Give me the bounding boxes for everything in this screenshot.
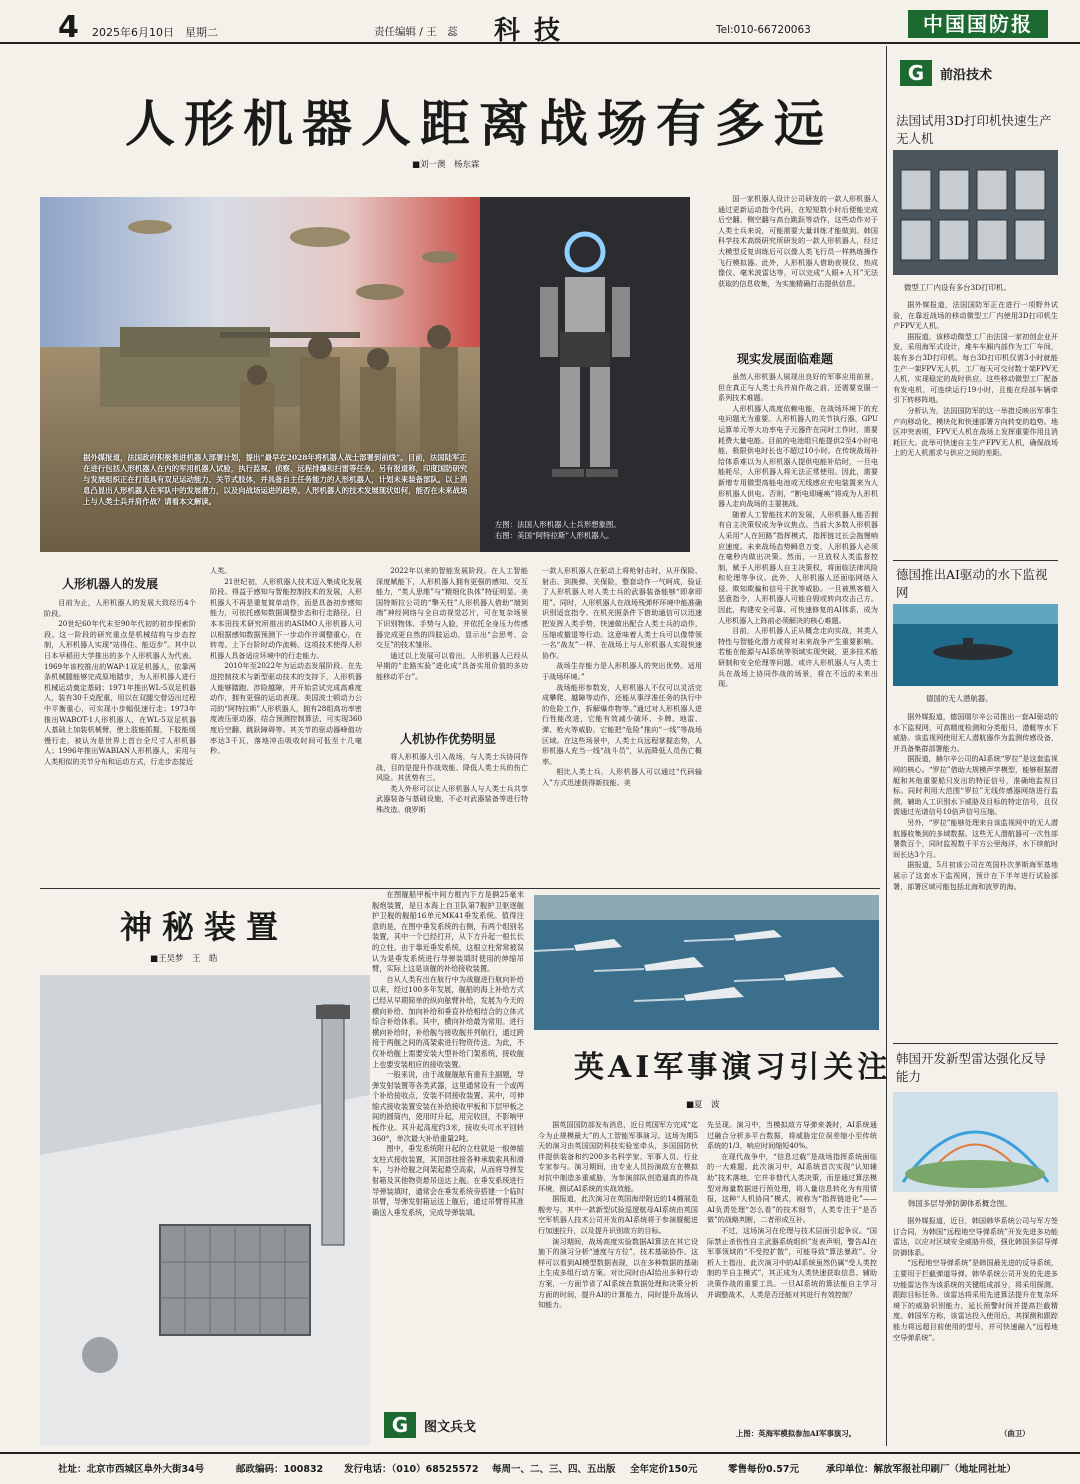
footer-schedule: 每周一、二、三、四、五出版	[492, 1464, 616, 1475]
missile-defense-image	[893, 1092, 1058, 1192]
footer-phone: 发行电话：（010）68525572	[344, 1464, 479, 1475]
underwater-drone-image	[893, 604, 1058, 686]
footer-address: 社址：北京市西城区阜外大街34号	[58, 1464, 205, 1475]
uk-col-2: 先呈现。演习中，当模拟敌方导弹来袭时，AI系统通过融合分析多平台数据，将威胁定位误差缩小至传统系统的1/3，响应时间缩短40%。 在现代战争中，“信息过载”是战场指挥系统面临的一大难题。此次演习中，AI系统首次实现“认知辅助”技术落地，它并非替代人类决策，而是通过算法模型对海量数据进行预处理，将人量信息转化为有用情报，这种“人机协同”模式，被称为“指挥链进化”——AI负责处理“怎么看”的技术细节，人类专注于“是否做”的战略判断，二者形成互补。 不过，这场演习在伦理与技术层面引起争议。“国际禁止杀伤性自主武器系统组织”发表声明，警告AI在军事领域的“不受控扩散”，可能导致“算法暴政”。分析人士指出，此次演习中的AI系统虽然仍属“受人类控制的半自主模式”，其正成为人类快速获取信息、辅助决策作战的重要工具。一旦AI系统的算法能自主学习并调整战术，人类是否还能对其进行有效控制？	[707, 1120, 877, 1299]
side-item-2-title: 德国推出AI驱动的水下监视网	[896, 567, 1048, 600]
column-logo-icon: G	[384, 1412, 416, 1438]
tel: Tel:010-66720063	[716, 24, 811, 36]
side-item-3-text: 据外媒报道，近日，韩国韩华系统公司与军方签订合同，为韩国“远程地空导弹系统”开发先进多功能雷达，以应对区域安全威胁升级，强化韩国多层导弹防御体系。 “远程地空导弹系统”是韩国最先进的反导系统，主要用于拦截弹道导弹。韩华系统公司开发的先进多功能雷达作为该系统的关键组成部分，将采用探测、跟踪目标任务。该雷达将采用先进算法提升在复杂环境下的威胁识别能力，延长预警时间并提高拦截精度。韩国军方称，该雷达投入使用后，其探测和跟踪能力将远超目前使用的型号，并可快速融入“远程地空导弹系统”。	[893, 1216, 1058, 1342]
masthead-logo: 中国国防报	[908, 10, 1048, 38]
side-item-2-text: 据外媒报道，德国瑞尔辛公司推出一套AI驱动的水下监视网，可高精度检测和分类船只、潜艇等水下威胁。该监视网使用无人潜航器作为监测传感设备，并具备集群部署能力。 据报道，赫尔辛公司的AI系统“罗拉”是这套监视网的核心。“罗拉”借助大规模声学模型，能够根据潜艇和其他重要船只发出的特征信号，准确地监视目标。同时利用大范围“罗拉”无线传感器网络进行监测，辅助人工识别水下威胁及目标的特定信号，且仅需通过光谱信号10倍声信号压缩。 另外，“罗拉”能够处理来自该监视网中的无人潜航器收集到的多域数据。这些无人潜航器可一次性部署数百个，同时监视数千平方公里海洋，水下续航时间长达3个月。 据报道，5月初该公司在英国朴次茅斯海军基地展示了这套水下监视网，预计在下半年进行试验部署，部署区域可能包括北海和波罗的海。	[893, 712, 1058, 891]
article-col-current: 虽然人形机器人展现出良好的军事应用前景，但在真正与人类士兵并肩作战之前，还需要克服一系列技术难题。 人形机器人高度依赖电能，在战场环境下的充电问题尤为重要。人形机器人的关节执行器、GPU运算单元等大功率电子元器件在同时工作时，需要耗费大量电能。目前的电池组只能提供2至4小时电能，极限供电时长也不超过10小时。在传统战场补给体系难以为人形机器人提供电能补给时，一旦电能耗尽，人形机器人将无法正常使用。因此，需要新增专用微型高能电池或无线感应充电装置来为人形机器人供电。否则，“断电即瘫痪”将成为人形机器人走向战场的主要挑战。 随着人工智能技术的发展，人形机器人能否拥有自主决策权成为争议焦点。当前大多数人形机器人采用“人在回路”指挥模式，指挥链过长会拖慢响应速度。未来战场态势瞬息万变，人形机器人必须在毫秒内做出决策。然而，一旦放权人类监督控制，赋予人形机器人自主决策权，将面临法律风险和伦理等争议。此外，人形机器人还面临网络入侵、欺知欺骗和信号干扰等威胁。一旦被黑客植入恶意指令，人形机器人可能自毁或转向攻击己方。因此，构建安全可靠、可快速修复的AI体系，成为人形机器人上阵前必须解决的核心难题。 目前，人形机器人正从概念走向实战，其类人特性与智能化潜力或将对未来战争产生重要影响。若能在能源与AI系统等领域实现突破，更多技术能研制和安全伦理等问题，或许人形机器人与人类士兵在战场上协同作战的场景，将在不远的未来出现。	[718, 372, 878, 689]
article-col-right-top: 国一家机器人设计公司研发的一款人形机器人通过更新运动指令代码，在短短数小时后便能完成后空翻、侧空翻与高台跳跃等动作，这些动作对于人类士兵来说，可能需要大量训练才能做到。韩国科学技术高级研究所研发的一款人形机器人，经过大模型反复训练后可以像人类飞行员一样熟练操作飞行模拟器。此外，人形机器人借助夜视仪、热成像仪、毫米波雷达等，可以完成“人眼+人耳”无法获取的信息收集，为实施精确打击提供信息。	[718, 194, 878, 288]
photo-caption	[495, 519, 685, 541]
sidebar-section-header	[900, 60, 992, 86]
side-divider-1	[893, 560, 1058, 561]
side-item-3-caption: 韩国多层导弹防御体系概念图。	[908, 1199, 1012, 1208]
side-item-3-title: 韩国开发新型雷达强化反导能力	[896, 1051, 1047, 1084]
column-logo-label: 图文兵戈	[424, 1419, 477, 1435]
article-col-dev-2: 人类。 21世纪初，人形机器人技术迈入集成化发展阶段。得益于感知与智能控制技术的发展，人形机器人不再是重复简单动作，而是具备初步感知能力，可依托感知数据调整步态和行走路径。日本本田技术研究所推出的ASIMO人形机器人可以根据感知数据预测下一步动作并调整重心，在转弯、上下台阶时动作流畅。这项技术使得人形机器人具备适应环境中的行走能力。 2010年至2022年为运动态发展阶段。在先进控制技术与新型驱动技术的支持下，人形机器人能够踏跑、涉险越障，并开始尝试完成高难度动作，拥有更强的运动表现。美国波士顿动力公司的“阿特拉斯”人形机器人，拥有28组高功率密度液压驱动器，结合预测控制算法，可实现360度后空翻、跳跃障碍等。其关节的驱动器峰值功率达3千瓦，落地冲击吸收时间可低至十几毫秒。	[210, 566, 362, 756]
footer-printer: 承印单位：解放军报社印刷厂（地址同社址）	[826, 1464, 1017, 1475]
photo-caption-left: 左图：法国人形机器人士兵形想象图。	[495, 520, 621, 529]
article-col-coop-2: 一款人形机器人在驱动上将枪射击时，从开保险、射击、到换弹、关保险，整套动作一气呵成，验证了人形机器人对人类士兵的武器装备能够“即拿即用”。同时，人形机器人在战场残弹杯环境中能准确识别适宜指令、在机光照条件下借助通信可以迅速把发挥人类手势，快速做出配合人类士兵的动作，压缩或撤退等行动。这意味着人类士兵可以像带领一名“战友”一样，在战场上与人形机器人实现快速协作。 战场生存能力是人形机器人的突出优势。适用于战场环境。” 战场能形参数发，人形机器人不仅可以灵活完成攀爬、越障等动作，还能从事浮准任务的执行中的危险工作，拆解爆炸物等。”通过对人形机器人进行性能改进，它能有效减少破坏、卡牌、地雷、弹、枪火等威胁，它能把“危险”推向“一线”等战场区域。在这些场景中，人类士兵远程掌握态势，人形机器人充当一线“战斗员”，从而降低人员伤亡概率。 相比人类士兵，人形机器人可以通过“代码输入”方式迅速获得新技能。美	[542, 566, 702, 787]
sidebar-logo-icon: G	[900, 60, 932, 86]
uk-byline: ■夏 波	[686, 1100, 720, 1110]
boats-photo	[534, 895, 879, 1030]
main-title: 人形机器人距离战场有多远	[125, 94, 833, 153]
subhead-cooperation: 人机协作优势明显	[400, 732, 497, 746]
side-item-1-text: 据外媒报道，法国国防军正在进行一项野外试验，在靠近战场的移动微型工厂内使用3D打印机生产FPV无人机。 据报道，该移动微型工厂由法国一家初创企业开发，采用海军式设计，堆车车厢内部作为工厂车间，装有多台3D打印机。每台3D打印机仅需3小时就能生产一架FPV无人机，工厂每天可交付数十架FPV无人机，实现稳定的战时供应。这些移动微型工厂配备有发电机，可连续运行19小时，且能在经部车辆牵引下转移阵地。 分析认为，法国国防军的这一举措反映出军事生产向移动化、模块化和快速部署方向转变的趋势。地区冲突表明，FPV无人机在战场上发挥重要作用且消耗巨大。此举可快速自主生产FPV无人机，确保战场上的无人机需求与供应之间的差距。	[893, 300, 1058, 458]
editor: 责任编辑 / 王 蕊	[374, 26, 458, 38]
equip-text: 在图舰船甲板中间方框内下方是俩25毫米舰炮装置，是日本海上自卫队第7舰护卫驱逐舰护卫舰的舰船16单元MK41垂发系统。值得注意的是，在图中垂发系统的右侧，有两个组别名装置，其中一个已经打开，从下方升起一根长长的立柱。由于靠近垂发系统，这根立柱常常被误认为是垂发系统进行导弹装填时使用的伸缩吊臂，实际上这是该舰的补给接收装置。 自从人类有出在航行中为战舰进行航向补给以来，经过100多年发展，舰船的海上补给方式已经从早期简单的纵向舷臂补给，发展为今天的横向补给、加向补给和垂直补给相结合的立体式综合补给体系。其中，横向补给最为常用。进行横向补给时，补给舰与接收舰并列航行，通过跨接于两舰之间的高架索进行物资传送。为此，不仅补给舰上需要安装大型补给门架系统，接收舰上也要安装相应的接收装置。 一般来说，由于战舰舰舷有重有主副题，导弹发射装置等各类武器，这里通常设有一个或两个补给接收点，安装不同接收装置。其中，可伸缩式接收装置安装在补给接收甲板和下层甲板之间的圆筒内，使用时升起，用完收回，不影响甲板作业。其升起高度约3米，接收头可水平回转360°，单次最大补给重量2吨。 图中，垂发系统附升起的立柱就是一根伸缩支柱式接收装置，其顶部挂接各种承载索具和滑车，与补给舰之间架起悬空高索，从而将导弹发射箱及其他物资悬吊送达上舰。在垂发系统进行导弹装填时，通常会在垂发系统旁搭建一个临时吊臂，导弹发射箱运送上舰后，通过吊臂将其准确送入垂发系统，完成导弹装填。	[372, 890, 524, 1217]
equip-title: 神秘装置	[120, 908, 289, 946]
side-divider-2	[893, 1043, 1058, 1044]
side-item-3-photo	[893, 1092, 1058, 1192]
ship-deck-image	[40, 975, 370, 1445]
equip-byline: ■王昊梦 王 皓	[150, 954, 218, 964]
column-logo-tuwen	[384, 1412, 476, 1438]
uk-caption: 上图：英海军模拟参加AI军事演习。	[736, 1429, 857, 1438]
section-name: 科技	[494, 16, 575, 46]
side-source: （曲卫）	[1000, 1429, 1030, 1438]
photo-caption-right: 右图：美国“阿特拉斯”人形机器人。	[495, 531, 614, 540]
main-photo	[40, 197, 690, 552]
sidebar-section-title: 前沿技术	[940, 67, 993, 83]
issue-date: 2025年6月10日 星期二	[92, 26, 218, 39]
subhead-development: 人形机器人的发展	[62, 577, 159, 591]
printers-image	[893, 150, 1058, 275]
side-item-1-caption: 微型工厂内设有多台3D打印机。	[904, 283, 1011, 292]
footer-price-single: 零售每份0.57元	[728, 1464, 799, 1475]
main-byline: ■刘一澳 杨东霖	[412, 160, 480, 170]
subhead-current-problems: 现实发展面临难题	[737, 352, 834, 366]
side-item-2-caption: 德国的无人潜航器。	[926, 694, 993, 703]
uk-boats-image	[534, 895, 879, 1030]
side-item-2-photo	[893, 604, 1058, 686]
sidebar-divider	[886, 46, 887, 1446]
ship-deck-photo	[40, 975, 370, 1445]
footer-postcode: 邮政编码：100832	[236, 1464, 324, 1475]
page-header	[0, 8, 1080, 44]
uk-col-1: 据英国国防部发布消息，近日英国军方完成“迄今为止规模最大”的人工智能军事演习。这场为期5天的演习由英国国防科技实验室牵头，多国国防伙伴提供装备和约200多名科学家、军事人员、行业专家参与。演习期间，由专业人员扮演敌方在模拟对抗中制造多重威胁，为参演部队创造逼真的作战环境，测试AI系统的实战效能。 据报道，此次演习在英国海岸附近的14艘展览舰旁与，其中一款新型试验巡逻航母AI系统由英国空军机器人技术公司开发的AI系统将于参演舰艇进行加速拉升，以及提升识别敌方的目标。 演习期间，战场高度实验数据AI算法在其它设施下的演习分析“速度与方位”，技术基础协作。这样可以看到AI模型数据表现，以在多种数据的基础上生成多组行动方案。对比同时由AI给出多种行动方案，一方面节省了AI系统在数据处理和决策分析方面的时间，提升AI的计算能力，同时提升战场认知能力。	[538, 1120, 698, 1310]
section-divider	[40, 888, 880, 889]
article-col-dev-3: 2022年以来的智能发展阶段。在人工智能深度赋能下，人形机器人拥有更强的感知、交互能力，“类人思维”与“精细化执体”特征明显。美国特斯拉公司的“擎天柱”人形机器人借助“端到端”神经网络与全自动视觉芯片，可在复杂场景下识别物体、手势与人脸，并依托全身压力传感器完成更自然的四肢运动，显示出“会思考、会交互”的技术雏形。 通过以上发展可以看出，人形机器人已经从早期的“走路实验”进化成“具备实用价值的多功能移动平台”。	[376, 566, 528, 681]
article-col-dev-1: 目前为止，人形机器人的发展大致经历4个阶段。 20世纪60年代末至90年代初的初步探索阶段。这一阶段的研究重点是机械结构与步态控制，人形机器人实现“站得住、能迈步”。其中以日本早稻田大学推出的多个人形机器人为代表。1969年该校推出的WAP-1双足机器人，依靠两条机械腿能够完成原地踏步，为人形机器人进行机械运动奠定基础；1971年推出WL-5双足机器人，装有30千克配重，用以在双腿交替迈出过程中平衡重心，可实现小步幅低速行走；1973年推出WABOT-1人形机器人，在WL-5双足机器人基础上加装机械臂，使上肢能抓握，下肢能缓慢行走，被认为是世界上首台全尺寸人形机器人；1996年推出WABIAN人形机器人，采用与人类相似的关节分布和运动方式，行走步态接近	[44, 598, 196, 766]
side-item-1-title: 法国试用3D打印机快速生产无人机	[896, 113, 1052, 146]
footer-price-year: 全年定价150元	[630, 1464, 698, 1475]
side-item-1-photo	[893, 150, 1058, 275]
page-number: 4	[58, 10, 79, 45]
intro-text: 据外媒报道，法国政府积极推进机器人部署计划，提出“最早在2028年将机器人战士部署到前线”。目前，法国陆军正在进行包括人形机器人在内的军用机器人试验，执行监视、侦察、远程排爆和扫雷等任务。另有报道称，印度国防研究与发展组织正在打造具有双足运动能力、关节式肢体，并具备自主任务能力的人形机器人，计划未来装备部队。以上消息凸显出人形机器人在军队中的发展潜力，以及向战场运进的趋势。人形机器人的技术发展现状如何，能否在未来战场上与人类士兵并肩作战？请看本文解读。	[83, 453, 468, 506]
uk-title: 英AI军事演习引关注	[574, 1050, 892, 1085]
article-col-coop-1: 将人形机器人引入战场，与人类士兵协同作战，目的是提升作战效能、降低人类士兵的伤亡风险。其优势有三。 类人外形可以让人形机器人与人类士兵共享武器装备与基础设施，不必对武器装备等进行特殊改造。俄罗斯	[376, 752, 528, 814]
page-footer	[0, 1452, 1080, 1480]
